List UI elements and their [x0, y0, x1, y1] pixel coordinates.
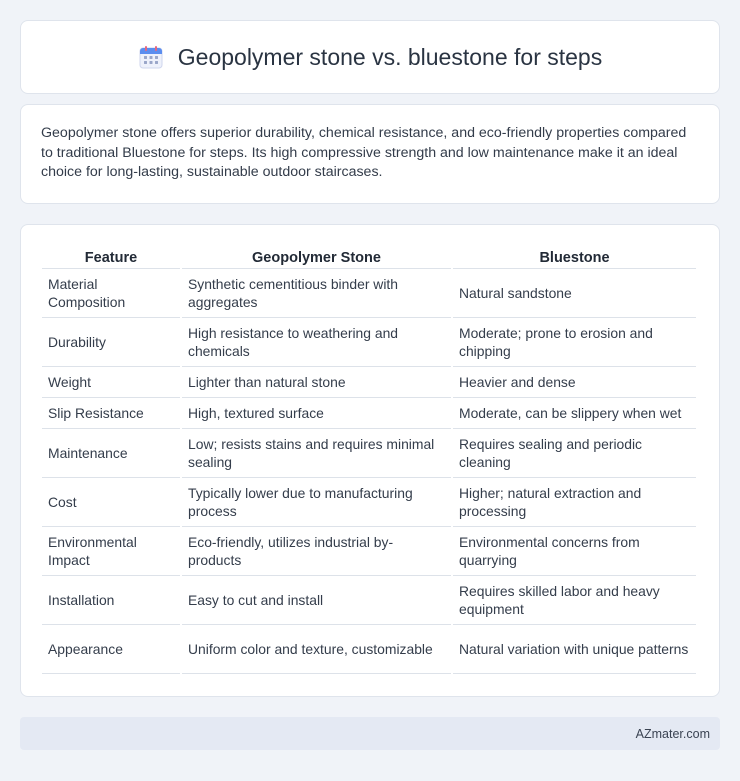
feature-cell: Cost [42, 478, 180, 527]
feature-cell: Installation [42, 576, 180, 625]
summary-text: Geopolymer stone offers superior durability, chemical resistance, and eco-friendly properties compared to traditional Bluestone for steps. Its high compressive strength and low maintenance make it an ideal choice for long-lasting, sustainable outdoor staircases. [41, 125, 687, 180]
geopolymer-cell: High, textured surface [182, 398, 451, 429]
bluestone-cell: Natural sandstone [453, 269, 696, 318]
feature-cell: Weight [42, 367, 180, 398]
feature-cell: Material Composition [42, 269, 180, 318]
calendar-icon [138, 44, 164, 70]
table-row [42, 429, 696, 478]
footer-bar [20, 717, 720, 750]
table-row [42, 398, 696, 429]
bluestone-cell: Moderate; prone to erosion and chipping [453, 318, 696, 367]
feature-cell: Maintenance [42, 429, 180, 478]
geopolymer-cell: Synthetic cementitious binder with aggregates [182, 269, 451, 318]
geopolymer-cell: Lighter than natural stone [182, 367, 451, 398]
bluestone-cell: Requires skilled labor and heavy equipment [453, 576, 696, 625]
footer-brand: AZmater.com [635, 727, 710, 741]
table-row [42, 318, 696, 367]
title-card [20, 20, 720, 94]
geopolymer-cell: High resistance to weathering and chemicals [182, 318, 451, 367]
geopolymer-cell: Easy to cut and install [182, 576, 451, 625]
feature-cell: Durability [42, 318, 180, 367]
bluestone-cell: Moderate, can be slippery when wet [453, 398, 696, 429]
geopolymer-cell: Low; resists stains and requires minimal sealing [182, 429, 451, 478]
bluestone-cell: Requires sealing and periodic cleaning [453, 429, 696, 478]
table-row [42, 576, 696, 625]
page-title: Geopolymer stone vs. bluestone for steps [177, 43, 603, 70]
table-row [42, 367, 696, 398]
table-row [42, 478, 696, 527]
summary-card [20, 104, 720, 204]
feature-cell: Slip Resistance [42, 398, 180, 429]
geopolymer-cell: Eco-friendly, utilizes industrial by-products [182, 527, 451, 576]
bluestone-cell: Higher; natural extraction and processing [453, 478, 696, 527]
comparison-table-card [20, 224, 720, 697]
table-row [42, 269, 696, 318]
table-row [42, 527, 696, 576]
geopolymer-cell: Uniform color and texture, customizable [182, 625, 451, 674]
feature-cell: Appearance [42, 625, 180, 674]
bluestone-cell: Environmental concerns from quarrying [453, 527, 696, 576]
column-header-bluestone: Bluestone [453, 245, 696, 269]
column-header-feature: Feature [42, 245, 180, 269]
comparison-table [40, 245, 698, 674]
bluestone-cell: Heavier and dense [453, 367, 696, 398]
table-header-row [42, 245, 696, 269]
column-header-geopolymer: Geopolymer Stone [182, 245, 451, 269]
table-row [42, 625, 696, 674]
feature-cell: Environmental Impact [42, 527, 180, 576]
bluestone-cell: Natural variation with unique patterns [453, 625, 696, 674]
geopolymer-cell: Typically lower due to manufacturing process [182, 478, 451, 527]
